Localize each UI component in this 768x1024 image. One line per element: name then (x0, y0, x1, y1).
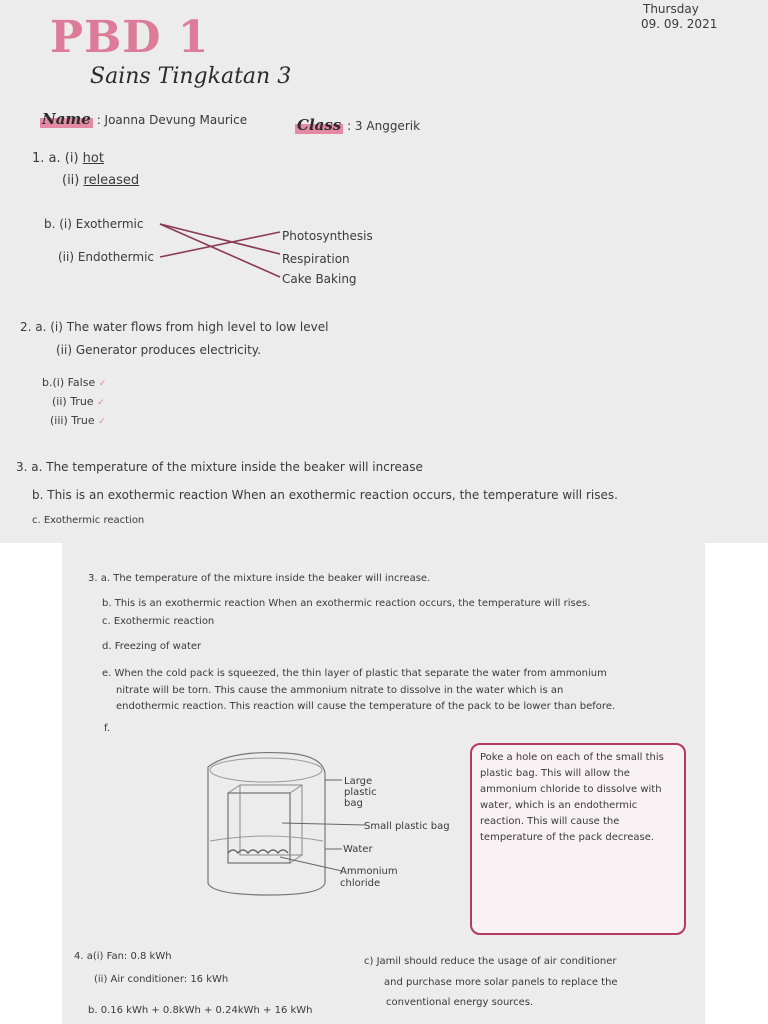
page-title: PBD 1 (50, 12, 210, 63)
pointer-line (280, 857, 342, 871)
q2-a-i: 2. a. (i) The water flows from high level to low level (20, 320, 329, 334)
q3-b-page1: b. This is an exothermic reaction When an exothermic reaction occurs, the temperature will rises. (32, 488, 618, 502)
bag-edge (228, 785, 240, 793)
q4-c-line1: c) Jamil should reduce the usage of air conditioner (364, 956, 617, 967)
water-level (210, 836, 323, 841)
q3-a-page1: 3. a. The temperature of the mixture inside the beaker will increase (16, 460, 423, 474)
name-label: Name (42, 110, 91, 128)
q3-a-page2: 3. a. The temperature of the mixture inside the beaker will increase. (88, 573, 431, 584)
q3-c-page1: c. Exothermic reaction (32, 515, 145, 526)
bag-edge (290, 785, 302, 793)
q4-a-ii: (ii) Air conditioner: 16 kWh (94, 974, 229, 985)
q3-e-line2: nitrate will be torn. This cause the ammonium nitrate to dissolve in the water which is an (116, 685, 564, 696)
match-line (160, 224, 280, 254)
q1-b-option: Cake Baking (282, 272, 357, 286)
q2-b-ii-text: (ii) True (52, 395, 94, 408)
q2-b-iii (50, 414, 106, 429)
q1-b-ii: (ii) Endothermic (58, 250, 155, 264)
mark-icon: ✓ (98, 417, 106, 427)
q2-a-ii: (ii) Generator produces electricity. (56, 343, 262, 357)
label-ammonium (340, 866, 398, 890)
ammonium-chloride-crystals (228, 850, 288, 853)
q2-b-iii-text: (iii) True (50, 414, 95, 427)
name-value: : Joanna Devung Maurice (96, 113, 248, 127)
q1-b-i: b. (i) Exothermic (44, 217, 144, 231)
match-line (160, 232, 280, 257)
class-label: Class (297, 116, 342, 134)
class-value: : 3 Anggerik (347, 119, 421, 133)
cold-pack-diagram (190, 745, 365, 905)
q1-b-option: Respiration (282, 252, 350, 266)
label-ammonium-line: chloride (340, 878, 381, 889)
small-bag-back (240, 785, 302, 855)
q4-a-i: 4. a(i) Fan: 0.8 kWh (74, 951, 172, 962)
answer-box-text: Poke a hole on each of the small this plastic bag. This will allow the ammonium chloride to dissolve with water, which is an endothermic reaction. This will cause the temperature of the pack decrease. (480, 752, 664, 843)
label-large-bag-line: Large (344, 776, 373, 787)
label-large-bag-line: bag (344, 798, 363, 809)
label-water: Water (343, 844, 373, 855)
q3-c-page2: c. Exothermic reaction (102, 616, 215, 627)
q4-c-line3: conventional energy sources. (386, 997, 534, 1008)
page-subtitle: Sains Tingkatan 3 (90, 64, 292, 89)
mark-icon: ✓ (97, 398, 105, 408)
pointer-line (282, 823, 365, 825)
day-label: Thursday (643, 2, 699, 16)
q4-b: b. 0.16 kWh + 0.8kWh + 0.24kWh + 16 kWh (88, 1005, 313, 1016)
q3-e-line1: e. When the cold pack is squeezed, the thin layer of plastic that separate the water from ammonium (102, 668, 607, 679)
q3-d-page2: d. Freezing of water (102, 641, 202, 652)
q1-a-ii-answer: released (83, 173, 140, 188)
label-large-bag (344, 776, 377, 809)
match-line (160, 224, 280, 277)
date-label: 09. 09. 2021 (641, 17, 718, 31)
q4-c-line2: and purchase more solar panels to replace the (384, 977, 618, 988)
q3-f-label: f. (104, 723, 110, 734)
q2-b-i (42, 376, 106, 391)
q3-b-page2: b. This is an exothermic reaction When an exothermic reaction occurs, the temperature will rises. (102, 598, 591, 609)
q1-a-ii-prefix: (ii) (62, 173, 80, 188)
mark-icon: ✓ (98, 379, 107, 389)
q3-e-line3: endothermic reaction. This reaction will cause the temperature of the pack to be lower than before. (116, 701, 616, 712)
label-small-bag: Small plastic bag (364, 821, 450, 832)
q2-b-i-text: b.(i) False (42, 376, 96, 389)
label-ammonium-line: Ammonium (340, 866, 398, 877)
q1-a-i-answer: hot (82, 151, 104, 166)
bag-opening (210, 758, 322, 782)
q1-a-prefix: 1. a. (i) (32, 151, 79, 166)
label-large-bag-line: plastic (344, 787, 377, 798)
q2-b-ii (52, 395, 105, 410)
q1-b-option: Photosynthesis (282, 229, 373, 243)
